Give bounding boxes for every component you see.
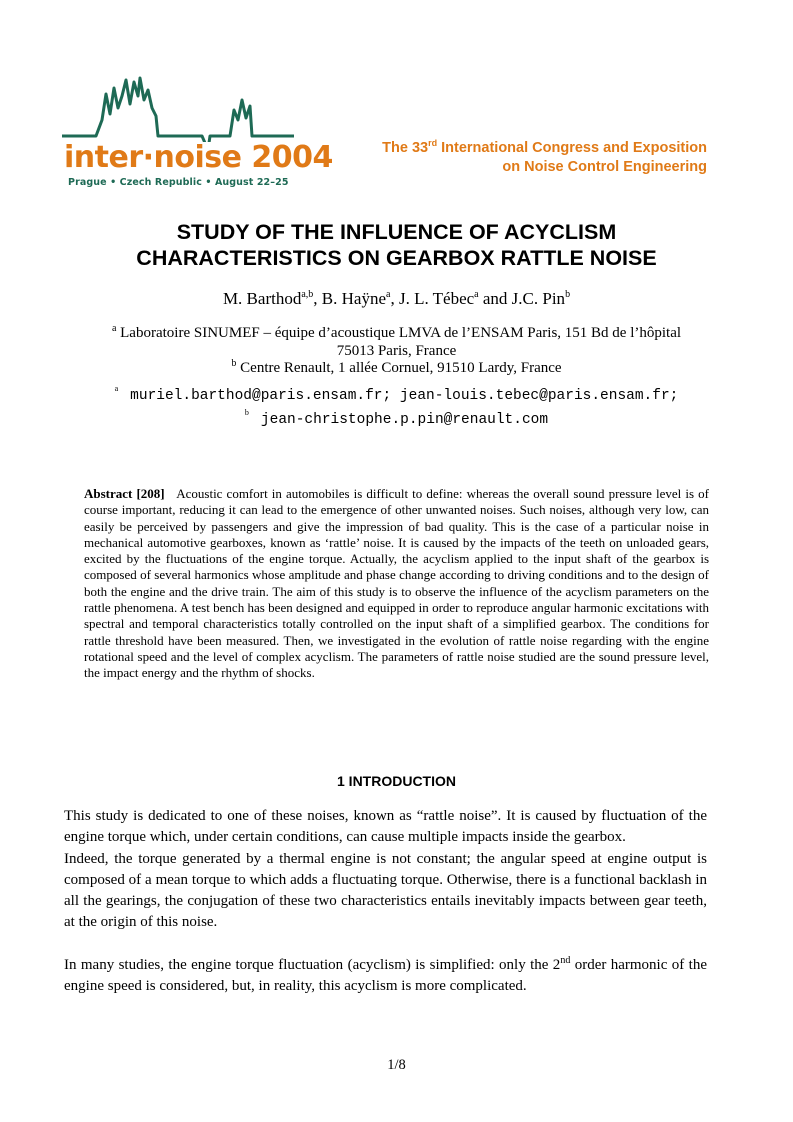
affiliation-b-line: Centre Renault, 1 allée Cornuel, 91510 Lardy, France xyxy=(236,360,562,376)
affiliation-b-mark: b xyxy=(231,358,237,369)
email-line-b xyxy=(60,408,733,429)
logo-subtitle: Prague • Czech Republic • August 22–25 xyxy=(68,177,289,188)
author-list xyxy=(60,289,733,309)
title-line-1: STUDY OF THE INFLUENCE OF ACYCLISM xyxy=(176,220,617,244)
logo-wordmark: inter·noise 2004 xyxy=(64,140,333,175)
congress-line2: on Noise Control Engineering xyxy=(502,159,707,175)
author-name: J.C. Pin xyxy=(511,289,566,308)
congress-header xyxy=(382,139,707,177)
author-name: B. Haÿne xyxy=(321,289,386,308)
author-affiliation-mark: a xyxy=(386,289,391,300)
author-name: J. L. Tébec xyxy=(398,289,475,308)
intro-p3-sup: nd xyxy=(560,955,571,966)
author-affiliation-mark: a xyxy=(474,289,479,300)
congress-line1-pre: The 33 xyxy=(382,140,429,156)
intro-p3-post: order harmonic of the engine speed is considered, but, in reality, this acyclism is more complicated. xyxy=(64,957,707,994)
email-a-mark: a xyxy=(114,384,119,393)
congress-line1-sup: rd xyxy=(428,138,438,148)
author-affiliation-mark: a,b xyxy=(301,289,314,300)
author-separator: , xyxy=(313,289,322,308)
abstract-label: Abstract [208] xyxy=(84,486,165,501)
email-line-a xyxy=(60,384,733,405)
author-separator: , xyxy=(390,289,399,308)
affiliation-a-line1: Laboratoire SINUMEF – équipe d’acoustique LMVA de l’ENSAM Paris, 151 Bd de l’hôpital xyxy=(116,325,682,341)
affiliation-a-mark: a xyxy=(111,323,117,334)
author-separator: and xyxy=(478,289,512,308)
conference-logo xyxy=(62,70,333,192)
congress-line1-post: International Congress and Exposition xyxy=(437,140,707,156)
intro-paragraph-3 xyxy=(64,955,707,997)
intro-paragraph-1: This study is dedicated to one of these noises, known as “rattle noise”. It is caused by fluctuation of the engine torque which, under certain conditions, can cause multiple impacts inside the gearbox. xyxy=(64,808,707,845)
page-number: 1/8 xyxy=(387,1057,406,1073)
affiliations xyxy=(60,325,733,378)
paper-title xyxy=(60,219,733,271)
section-heading: 1 INTRODUCTION xyxy=(337,773,456,789)
affiliation-a-line2: 75013 Paris, France xyxy=(336,342,457,359)
intro-paragraph-2: Indeed, the torque generated by a thermal engine is not constant; the angular speed at engine output is composed of a mean torque to which adds a fluctuating torque. Otherwise, there is a functional backlash in all the gearings, the conjugation of these two characteristics entails inevitably impacts between gear teeth, at the origin of this noise. xyxy=(64,851,707,930)
author-affiliation-mark: b xyxy=(565,289,571,300)
email-b-mark: b xyxy=(244,408,249,417)
abstract-block xyxy=(84,486,709,682)
email-a-text[interactable]: muriel.barthod@paris.ensam.fr; jean-louis.tebec@paris.ensam.fr; xyxy=(130,388,679,404)
intro-p3-pre: In many studies, the engine torque fluctuation (acyclism) is simplified: only the 2 xyxy=(64,957,561,973)
email-b-text[interactable]: jean-christophe.p.pin@renault.com xyxy=(260,412,549,428)
abstract-text: Acoustic comfort in automobiles is difficult to define: whereas the overall sound pressure level is of course important, reducing it can lead to the emergence of other unwanted noises. Such noises, although very low, can easily be perceived by passengers and give the impression of bad quality. This is the case of a particular noise in mechanical automotive gearboxes, known as ‘rattle’ noise. It is caused by the impacts of the teeth on unloaded gears, excited by the fluctuations of the engine torque. Actually, the acyclism applied to the input shaft of the gearbox is composed of several harmonics whose amplitude and phase change according to driving conditions and to the design of both the engine and the drive train. The aim of this study is to observe the influence of the acyclism parameters on the rattle phenomena. A test bench has been designed and equipped in order to reproduce angular harmonic excitations with spectral and temporal characteristics totally controlled on the input shaft of a simplified gearbox. The conditions for rattle threshold have been measured. Then, we investigated in the evolution of rattle noise regarding with the engine rotational speed and the level of complex acyclism. The parameters of rattle noise studied are the sound pressure level, the impact energy and the rhythm of shocks. xyxy=(84,486,709,681)
skyline-graphic xyxy=(62,70,294,142)
title-line-2: CHARACTERISTICS ON GEARBOX RATTLE NOISE xyxy=(136,246,657,270)
author-name: M. Barthod xyxy=(222,289,302,308)
